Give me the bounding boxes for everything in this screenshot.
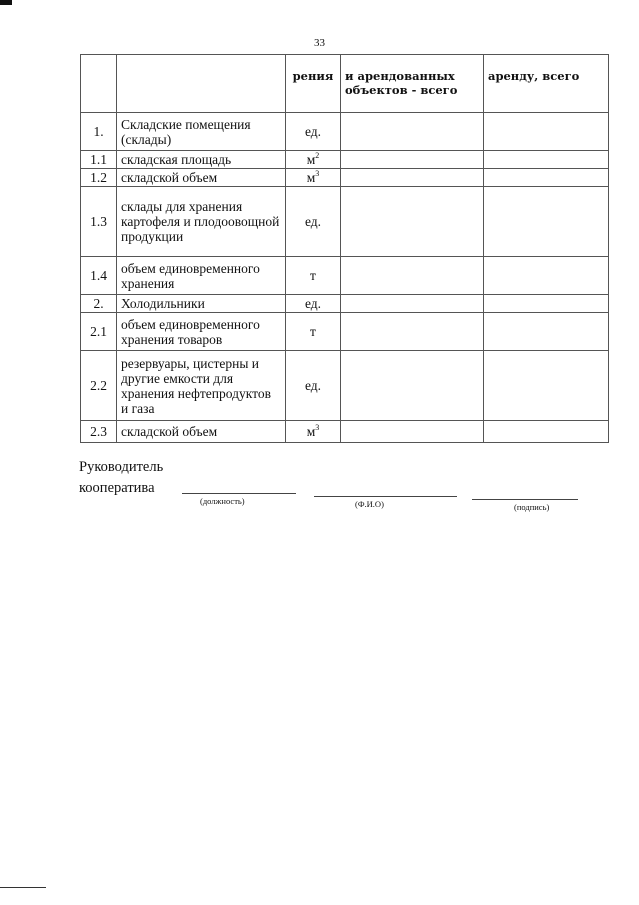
empty-value-cell <box>484 313 609 351</box>
unit-exponent: 3 <box>315 423 320 432</box>
row-indicator-name: складской объем <box>117 421 286 443</box>
table-row <box>81 257 609 295</box>
row-indicator-name: объем единовременного хранения <box>117 257 286 295</box>
table-row <box>81 351 609 421</box>
row-indicator-name: резервуары, цистерны и другие емкости для хранения нефтепродуктов и газа <box>117 351 286 421</box>
row-indicator-name: складская площадь <box>117 151 286 169</box>
unit-text: ед. <box>304 378 322 393</box>
table-row <box>81 151 609 169</box>
position-caption: (должность) <box>200 496 245 506</box>
unit-text: м <box>306 170 316 185</box>
row-number: 1.4 <box>81 257 117 295</box>
report-table-body <box>81 55 609 443</box>
signature-title-line1: Руководитель <box>79 459 164 475</box>
row-unit <box>286 295 341 313</box>
row-indicator-name: Холодильники <box>117 295 286 313</box>
row-unit <box>286 351 341 421</box>
table-row <box>81 295 609 313</box>
unit-text: м <box>306 424 316 439</box>
row-unit <box>286 257 341 295</box>
row-unit <box>286 313 341 351</box>
signature-caption: (подпись) <box>514 502 550 512</box>
row-number: 1.3 <box>81 187 117 257</box>
scan-corner-mark <box>0 0 12 5</box>
empty-value-cell <box>341 169 484 187</box>
row-unit <box>286 169 341 187</box>
empty-value-cell <box>341 421 484 443</box>
row-number: 2.2 <box>81 351 117 421</box>
full-name-caption: (Ф.И.О) <box>355 499 384 509</box>
row-indicator-name: складской объем <box>117 169 286 187</box>
empty-value-cell <box>484 187 609 257</box>
row-number: 2.1 <box>81 313 117 351</box>
row-unit <box>286 187 341 257</box>
table-row <box>81 187 609 257</box>
row-number: 2. <box>81 295 117 313</box>
empty-value-cell <box>484 351 609 421</box>
empty-value-cell <box>341 351 484 421</box>
row-number: 2.3 <box>81 421 117 443</box>
empty-value-cell <box>484 169 609 187</box>
table-header-row <box>81 55 609 113</box>
page-number: 33 <box>314 37 325 49</box>
empty-value-cell <box>341 151 484 169</box>
empty-value-cell <box>484 151 609 169</box>
empty-value-cell <box>341 313 484 351</box>
row-indicator-name: склады для хранения картофеля и плодоовощной продукции <box>117 187 286 257</box>
empty-value-cell <box>341 187 484 257</box>
signature-block <box>79 457 163 499</box>
unit-exponent: 3 <box>315 169 320 178</box>
row-indicator-name: объем единовременного хранения товаров <box>117 313 286 351</box>
unit-text: т <box>310 268 316 283</box>
row-number: 1.1 <box>81 151 117 169</box>
empty-value-cell <box>341 257 484 295</box>
position-line <box>182 493 296 494</box>
header-cell: аренду, всего <box>484 55 609 113</box>
empty-value-cell <box>484 421 609 443</box>
header-cell: рения <box>286 55 341 113</box>
scan-bottom-mark <box>0 887 46 888</box>
empty-value-cell <box>484 113 609 151</box>
unit-text: ед. <box>304 214 322 229</box>
row-unit <box>286 113 341 151</box>
unit-text: м <box>306 152 316 167</box>
row-unit <box>286 151 341 169</box>
row-unit <box>286 421 341 443</box>
report-table <box>80 54 609 443</box>
row-number: 1.2 <box>81 169 117 187</box>
unit-exponent: 2 <box>315 151 320 160</box>
signature-line <box>472 499 578 500</box>
unit-text: т <box>310 324 316 339</box>
table-row <box>81 421 609 443</box>
table-row <box>81 313 609 351</box>
header-cell <box>81 55 117 113</box>
unit-text: ед. <box>304 124 322 139</box>
row-number: 1. <box>81 113 117 151</box>
signature-title-line2: кооператива <box>79 480 155 496</box>
header-cell: и арендованных объектов - всего <box>341 55 484 113</box>
empty-value-cell <box>484 257 609 295</box>
empty-value-cell <box>341 113 484 151</box>
table-row <box>81 169 609 187</box>
full-name-line <box>314 496 457 497</box>
empty-value-cell <box>484 295 609 313</box>
table-row <box>81 113 609 151</box>
empty-value-cell <box>341 295 484 313</box>
unit-text: ед. <box>304 296 322 311</box>
row-indicator-name: Складские помещения (склады) <box>117 113 286 151</box>
header-cell <box>117 55 286 113</box>
